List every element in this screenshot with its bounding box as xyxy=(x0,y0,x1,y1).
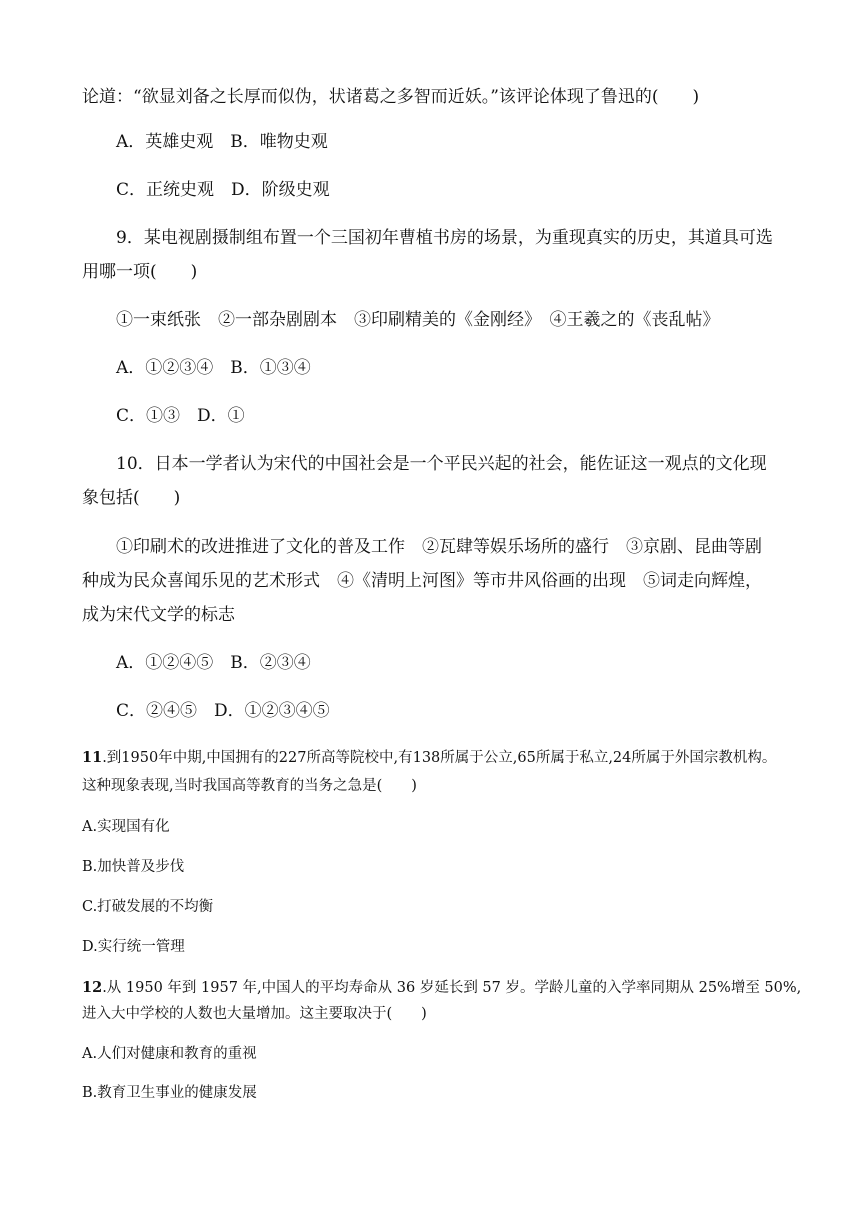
q12-stem-text: .从 1950 年到 1957 年,中国人的平均寿命从 36 岁延长到 57 岁。学龄儿童的入学率同期从 25%增至 50%, xyxy=(102,980,802,996)
q10-items-line-3: 成为宋代文学的标志 xyxy=(82,605,235,625)
q12-option-b: B.教育卫生事业的健康发展 xyxy=(82,1085,257,1101)
q9-stem-line-1: 9．某电视剧摄制组布置一个三国初年曹植书房的场景，为重现真实的历史，其道具可选 xyxy=(116,228,773,248)
q10-items-line-2: 种成为民众喜闻乐见的艺术形式 ④《清明上河图》等市井风俗画的出现 ⑤词走向辉煌， xyxy=(82,571,762,591)
q8-options-cd: C．正统史观 D．阶级史观 xyxy=(116,180,330,200)
q12-option-a: A.人们对健康和教育的重视 xyxy=(82,1046,257,1062)
q12-stem-line-1 xyxy=(82,978,801,998)
q11-option-c: C.打破发展的不均衡 xyxy=(82,899,214,915)
q10-options-cd: C．②④⑤ D．①②③④⑤ xyxy=(116,701,330,721)
q10-stem-line-2: 象包括( ) xyxy=(82,488,181,508)
q9-options-cd: C．①③ D．① xyxy=(116,406,245,426)
q9-items: ①一束纸张 ②一部杂剧剧本 ③印刷精美的《金刚经》 ④王羲之的《丧乱帖》 xyxy=(116,310,720,330)
q10-options-ab: A．①②④⑤ B．②③④ xyxy=(116,653,311,673)
q11-option-d: D.实行统一管理 xyxy=(82,939,185,955)
q8-options-ab: A．英雄史观 B．唯物史观 xyxy=(116,132,328,152)
q11-number: 11 xyxy=(82,749,103,766)
q11-stem-line-2: 这种现象表现,当时我国高等教育的当务之急是( ) xyxy=(82,778,417,794)
q10-items-line-1: ①印刷术的改进推进了文化的普及工作 ②瓦肆等娱乐场所的盛行 ③京剧、昆曲等剧 xyxy=(116,537,762,557)
q9-options-ab: A．①②③④ B．①③④ xyxy=(116,358,311,378)
q11-option-b: B.加快普及步伐 xyxy=(82,859,185,875)
q10-stem-line-1: 10．日本一学者认为宋代的中国社会是一个平民兴起的社会，能佐证这一观点的文化现 xyxy=(116,454,767,474)
q8-stem-line: 论道：“欲显刘备之长厚而似伪，状诸葛之多智而近妖。”该评论体现了鲁迅的( ) xyxy=(82,87,700,107)
q11-stem-line-1 xyxy=(82,748,776,768)
q12-stem-line-2: 进入大中学校的人数也大量增加。这主要取决于( ) xyxy=(82,1006,427,1022)
q11-option-a: A.实现国有化 xyxy=(82,819,170,835)
q9-stem-line-2: 用哪一项( ) xyxy=(82,262,198,282)
q12-number: 12 xyxy=(82,979,103,996)
q11-stem-text: .到1950年中期,中国拥有的227所高等院校中,有138所属于公立,65所属于私立,24所属于外国宗教机构。 xyxy=(102,750,777,766)
